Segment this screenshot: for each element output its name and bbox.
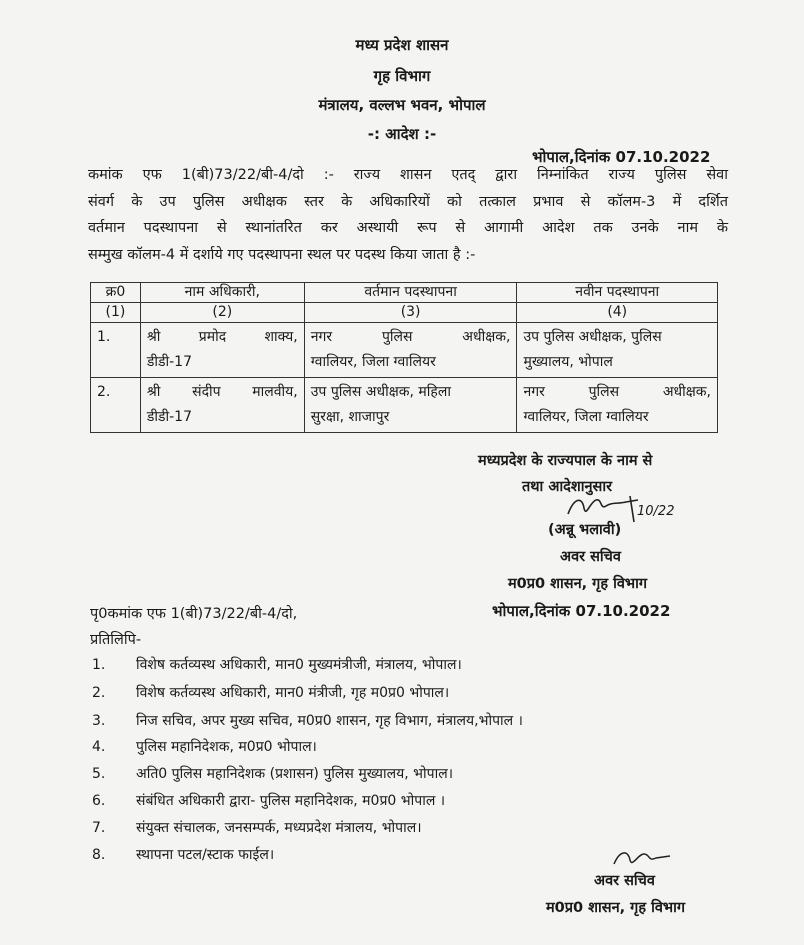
body-line: वर्तमान पदस्थापना से स्थानांतरित कर अस्थायी रूप से आगामी आदेश तक उनके नाम के <box>88 220 728 236</box>
handwritten-date: 10/22 <box>637 504 675 519</box>
transfer-table <box>90 282 718 433</box>
by-order-line: तथा आदेशानुसार <box>522 479 613 495</box>
signatory-department: म0प्र0 शासन, गृह विभाग <box>508 576 648 592</box>
list-text: निज सचिव, अपर मुख्य सचिव, म0प्र0 शासन, गृह विभाग, मंत्रालय,भोपाल । <box>136 713 523 729</box>
govt-name: मध्य प्रदेश शासन <box>355 36 449 54</box>
list-item <box>92 737 317 756</box>
posting-line: सुरक्षा, शाजापुर <box>310 409 390 425</box>
list-number: 7. <box>92 820 106 836</box>
header-name: नाम अधिकारी, <box>140 283 304 303</box>
officer-batch: डीडी-17 <box>146 354 192 370</box>
list-number: 2. <box>92 685 106 701</box>
footer-handwritten-signature <box>610 846 680 872</box>
body-line: सम्मुख कॉलम-4 में दर्शाये गए पदस्थापना स्थल पर पदस्थ किया जाता है :- <box>88 246 476 263</box>
table-header-row <box>91 283 718 303</box>
officer-name: श्री संदीप मालवीय, <box>146 384 298 400</box>
row-current-posting <box>304 378 517 433</box>
colnum: (1) <box>91 303 141 323</box>
list-item <box>92 791 445 810</box>
posting-line: नगर पुलिस अधीक्षक, <box>310 329 511 345</box>
endorsement-number: पृ0कमांक एफ 1(बी)73/22/बी-4/दो, <box>90 606 298 622</box>
list-item <box>92 683 449 702</box>
body-line: संवर्ग के उप पुलिस अधीक्षक स्तर के अधिकारियों को तत्काल प्रभाव से कॉलम-3 में दर्शित <box>88 193 728 210</box>
list-item <box>92 764 453 783</box>
copy-to-label: प्रतिलिपि- <box>90 632 142 648</box>
list-number: 5. <box>92 766 106 782</box>
list-text: संबंधित अधिकारी द्वारा- पुलिस महानिदेशक, म0प्र0 भोपाल । <box>136 793 446 809</box>
posting-line: ग्वालियर, जिला ग्वालियर <box>310 354 436 370</box>
table-row <box>91 378 718 433</box>
order-date: भोपाल,दिनांक 07.10.2022 <box>532 148 711 166</box>
body-line: कमांक एफ 1(बी)73/22/बी-4/दो :- राज्य शासन एतद् द्वारा निम्नांकित राज्य पुलिस सेवा <box>88 167 728 183</box>
colnum: (2) <box>140 303 304 323</box>
row-new-posting <box>517 323 718 378</box>
colnum: (4) <box>517 303 718 323</box>
order-body <box>88 162 728 268</box>
row-sno: 1. <box>91 323 141 378</box>
list-item <box>92 818 422 837</box>
endorsement-date: भोपाल,दिनांक 07.10.2022 <box>492 602 671 620</box>
list-text: संयुक्त संचालक, जनसम्पर्क, मध्यप्रदेश मंत्रालय, भोपाल। <box>136 820 422 836</box>
list-number: 3. <box>92 713 106 729</box>
list-item <box>92 845 274 864</box>
header-current-posting: वर्तमान पदस्थापना <box>304 283 517 303</box>
colnum: (3) <box>304 303 517 323</box>
posting-line: उप पुलिस अधीक्षक, पुलिस <box>523 329 662 345</box>
table-colnum-row <box>91 303 718 323</box>
row-new-posting <box>517 378 718 433</box>
row-current-posting <box>304 323 517 378</box>
order-title: -: आदेश :- <box>367 125 437 143</box>
list-number: 4. <box>92 739 106 755</box>
list-text: विशेष कर्तव्यस्थ अधिकारी, मान0 मंत्रीजी, गृह म0प्र0 भोपाल। <box>136 685 450 701</box>
signatory-name: (अन्नू भलावी) <box>548 522 622 538</box>
footer-department: म0प्र0 शासन, गृह विभाग <box>546 900 686 916</box>
governor-name-line: मध्यप्रदेश के राज्यपाल के नाम से <box>478 453 653 469</box>
row-name <box>140 378 304 433</box>
officer-batch: डीडी-17 <box>146 409 192 425</box>
list-text: पुलिस महानिदेशक, म0प्र0 भोपाल। <box>136 739 317 755</box>
list-number: 1. <box>92 657 106 673</box>
office-address: मंत्रालय, वल्लभ भवन, भोपाल <box>318 96 486 114</box>
list-text: स्थापना पटल/स्टाक फाईल। <box>136 847 275 863</box>
posting-line: उप पुलिस अधीक्षक, महिला <box>310 384 451 400</box>
header-new-posting: नवीन पदस्थापना <box>517 283 718 303</box>
signatory-designation: अवर सचिव <box>560 549 621 565</box>
row-name <box>140 323 304 378</box>
posting-line: नगर पुलिस अधीक्षक, <box>523 384 711 400</box>
list-text: विशेष कर्तव्यस्थ अधिकारी, मान0 मुख्यमंत्रीजी, मंत्रालय, भोपाल। <box>136 657 462 673</box>
list-number: 8. <box>92 847 106 863</box>
list-item <box>92 711 523 730</box>
list-item <box>92 655 462 674</box>
row-sno: 2. <box>91 378 141 433</box>
footer-designation: अवर सचिव <box>594 873 655 889</box>
department-name: गृह विभाग <box>373 67 431 85</box>
posting-line: ग्वालियर, जिला ग्वालियर <box>523 409 649 425</box>
header-sno: क्र0 <box>91 283 141 303</box>
officer-name: श्री प्रमोद शाक्य, <box>146 329 298 345</box>
list-number: 6. <box>92 793 106 809</box>
posting-line: मुख्यालय, भोपाल <box>523 354 613 370</box>
table-row <box>91 323 718 378</box>
list-text: अति0 पुलिस महानिदेशक (प्रशासन) पुलिस मुख्यालय, भोपाल। <box>136 766 453 782</box>
